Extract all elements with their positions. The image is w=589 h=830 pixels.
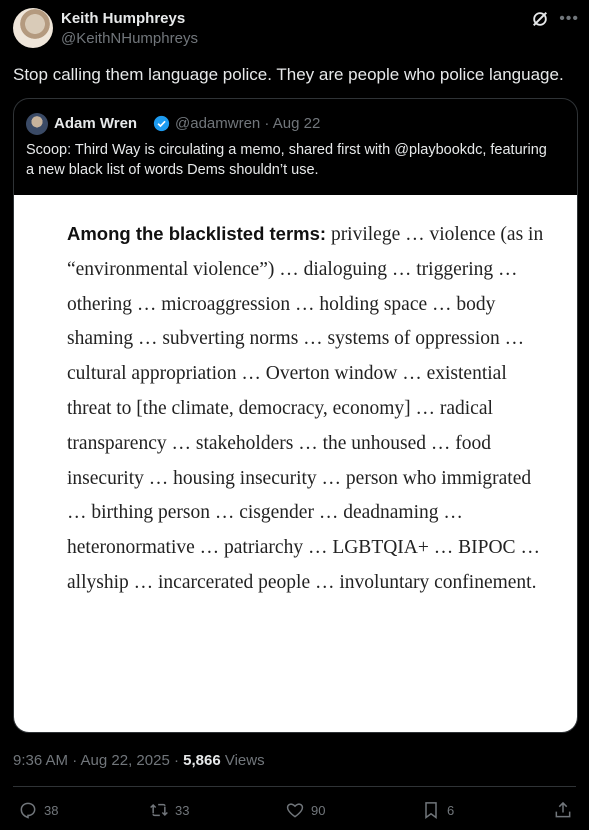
share-button[interactable]: [553, 800, 573, 820]
image-body: privilege … violence (as in “environmental violence”) … dialoguing … triggering … othering … microaggression … holding space … body shaming … subverting norms … systems of oppression … cultural appropriation … Overton window … existential threat to [the climate, democracy, economy] … radical transparency … stakeholders … the unhoused … food insecurity … housing insecurity … person who immigrated … birthing person … cisgender … deadnaming … heteronormative … patriarchy … LGBTQIA+ … BIPOC … allyship … incarcerated people … involuntary confinement.: [67, 224, 544, 593]
avatar[interactable]: [13, 8, 53, 48]
quoted-post[interactable]: [13, 98, 578, 733]
share-icon: [553, 800, 573, 820]
quoted-author-handle: @adamwren · Aug 22: [175, 115, 321, 132]
like-icon: [285, 800, 305, 820]
image-heading: Among the blacklisted terms:: [67, 223, 327, 244]
divider: [13, 786, 576, 787]
reply-button[interactable]: [18, 800, 58, 820]
bookmark-icon: [421, 800, 441, 820]
like-button[interactable]: [285, 800, 325, 820]
like-count: 90: [311, 802, 326, 818]
bookmark-button[interactable]: [421, 800, 454, 820]
verified-badge-icon: [153, 115, 170, 132]
more-icon[interactable]: •••: [559, 10, 579, 27]
action-bar: [13, 800, 576, 824]
image-text: [67, 217, 547, 601]
repost-button[interactable]: [149, 800, 189, 820]
views-count: 5,866: [183, 752, 221, 769]
author-handle[interactable]: @KeithNHumphreys: [61, 30, 198, 47]
grok-icon[interactable]: [531, 10, 549, 28]
repost-count: 33: [175, 802, 190, 818]
quoted-post-text: Scoop: Third Way is circulating a memo, shared first with @playbookdc, featuring a new black list of words Dems shouldn’t use.: [26, 142, 547, 178]
post-text: Stop calling them language police. They are people who police language.: [13, 65, 564, 84]
repost-icon: [149, 800, 169, 820]
post-timestamp[interactable]: 9:36 AM · Aug 22, 2025 ·: [13, 752, 184, 769]
views-label: Views: [220, 752, 265, 769]
quoted-post-header: [26, 111, 556, 135]
bookmark-count: 6: [447, 802, 455, 818]
post-meta: [13, 752, 265, 769]
reply-count: 38: [44, 802, 59, 818]
quoted-author-name: Adam Wren: [54, 115, 138, 132]
quoted-avatar: [26, 113, 48, 135]
quoted-post-image[interactable]: [14, 195, 578, 733]
post-header: [13, 8, 579, 52]
author-name[interactable]: Keith Humphreys: [61, 10, 186, 27]
reply-icon: [18, 800, 38, 820]
